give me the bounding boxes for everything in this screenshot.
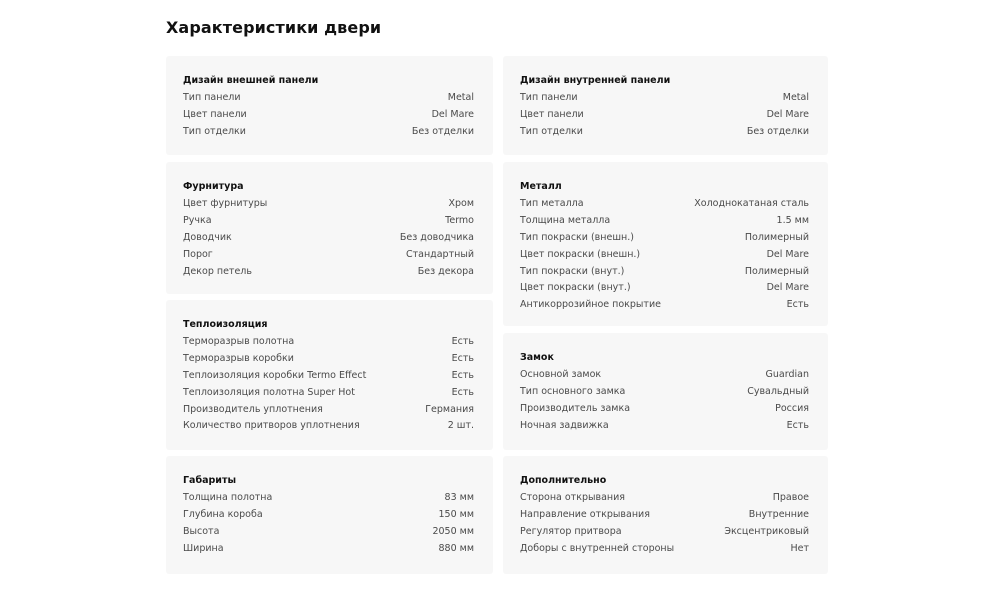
spec-row [183,523,474,540]
spec-list [183,195,474,279]
spec-value: Есть [451,386,474,398]
section-title: Дизайн внутренней панели [520,75,671,86]
spec-row [520,417,809,434]
spec-row [183,401,474,418]
spec-row [183,506,474,523]
spec-row [520,229,809,246]
spec-value: Metal [782,91,809,103]
spec-label: Тип панели [183,91,241,103]
spec-row [520,195,809,212]
spec-label: Высота [183,525,220,537]
section-title: Габариты [183,475,237,486]
spec-label: Декор петель [183,265,252,277]
spec-value: 150 мм [438,508,474,520]
spec-value: Нет [790,542,809,554]
spec-value: Полимерный [744,265,809,277]
spec-label: Тип покраски (внешн.) [520,231,634,243]
section-dimensions [166,456,493,574]
spec-row [183,89,474,106]
spec-label: Цвет панели [183,108,247,120]
spec-row [520,279,809,296]
spec-value: 83 мм [444,491,474,503]
spec-row [520,212,809,229]
spec-row [183,367,474,384]
spec-value: Правое [772,491,809,503]
spec-row [183,417,474,434]
spec-value: Del Mare [766,282,809,294]
spec-row [520,506,809,523]
spec-value: 2 шт. [447,420,474,432]
spec-row [183,246,474,263]
spec-row [520,123,809,140]
spec-value: Есть [451,335,474,347]
spec-label: Количество притворов уплотнения [183,420,360,432]
spec-value: Del Mare [766,248,809,260]
spec-value: Есть [786,299,809,311]
spec-value: Del Mare [766,108,809,120]
spec-label: Терморазрыв коробки [183,352,294,364]
section-lock [503,333,828,450]
spec-value: Есть [786,419,809,431]
spec-list [520,366,809,434]
spec-label: Тип панели [520,91,578,103]
spec-row [183,540,474,557]
spec-label: Сторона открывания [520,491,626,503]
spec-value: Эксцентриковый [724,525,809,537]
section-additional [503,456,828,574]
spec-row [520,366,809,383]
spec-value: 880 мм [438,542,474,554]
spec-label: Толщина металла [520,214,611,226]
section-title: Дизайн внешней панели [183,75,319,86]
spec-value: Без доводчика [399,231,474,243]
spec-label: Тип отделки [520,125,583,137]
spec-label: Производитель замка [520,402,631,414]
spec-value: Есть [451,369,474,381]
spec-label: Глубина короба [183,508,263,520]
spec-value: Есть [451,352,474,364]
spec-label: Цвет фурнитуры [183,197,268,209]
spec-value: Без отделки [746,125,809,137]
spec-label: Цвет панели [520,108,584,120]
spec-label: Основной замок [520,368,602,380]
spec-value: Del Mare [431,108,474,120]
spec-list [183,333,474,434]
spec-row [183,489,474,506]
spec-value: Стандартный [405,248,474,260]
spec-row [183,333,474,350]
spec-label: Направление открывания [520,508,650,520]
spec-row [183,229,474,246]
spec-row [520,89,809,106]
spec-row [183,384,474,401]
spec-value: Полимерный [744,231,809,243]
page-title: Характеристики двери [166,18,382,37]
spec-row [520,296,809,313]
spec-label: Ручка [183,214,212,226]
spec-value: Сувальдный [747,385,809,397]
spec-row [183,106,474,123]
spec-label: Антикоррозийное покрытие [520,299,661,311]
spec-label: Теплоизоляция коробки Termo Effect [183,369,367,381]
spec-label: Тип металла [520,197,584,209]
section-inner-panel-design [503,56,828,155]
spec-value: Без декора [417,265,474,277]
spec-row [520,523,809,540]
spec-row [520,263,809,280]
spec-label: Толщина полотна [183,491,273,503]
spec-label: Ночная задвижка [520,419,609,431]
spec-label: Регулятор притвора [520,525,622,537]
spec-label: Тип основного замка [520,385,626,397]
spec-label: Порог [183,248,213,260]
section-thermal-insulation [166,300,493,450]
spec-value: Metal [447,91,474,103]
section-title: Дополнительно [520,475,607,486]
spec-label: Цвет покраски (внут.) [520,282,631,294]
section-title: Фурнитура [183,181,244,192]
spec-value: Termo [445,214,474,226]
spec-label: Тип отделки [183,125,246,137]
section-fittings [166,162,493,294]
spec-list [520,89,809,140]
spec-label: Доборы с внутренней стороны [520,542,675,554]
spec-label: Доводчик [183,231,232,243]
spec-label: Теплоизоляция полотна Super Hot [183,386,355,398]
spec-value: Guardian [765,368,809,380]
spec-list [520,489,809,557]
spec-row [183,263,474,280]
spec-value: Россия [775,402,809,414]
spec-row [520,383,809,400]
spec-value: Холоднокатаная сталь [694,197,809,209]
spec-row [520,540,809,557]
spec-label: Производитель уплотнения [183,403,323,415]
spec-value: 2050 мм [432,525,474,537]
spec-row [183,195,474,212]
section-title: Металл [520,181,562,192]
spec-row [183,212,474,229]
spec-label: Цвет покраски (внешн.) [520,248,641,260]
spec-row [520,106,809,123]
section-title: Теплоизоляция [183,319,268,330]
section-metal [503,162,828,326]
spec-label: Терморазрыв полотна [183,335,295,347]
spec-value: Без отделки [411,125,474,137]
spec-value: Хром [448,197,474,209]
section-title: Замок [520,352,554,363]
spec-value: Германия [425,403,474,415]
spec-list [183,489,474,557]
spec-value: Внутренние [748,508,809,520]
spec-row [183,123,474,140]
spec-label: Ширина [183,542,224,554]
spec-value: 1.5 мм [776,214,809,226]
spec-list [520,195,809,313]
spec-row [183,350,474,367]
spec-row [520,400,809,417]
spec-row [520,489,809,506]
spec-label: Тип покраски (внут.) [520,265,625,277]
spec-list [183,89,474,140]
spec-row [520,246,809,263]
section-outer-panel-design [166,56,493,155]
